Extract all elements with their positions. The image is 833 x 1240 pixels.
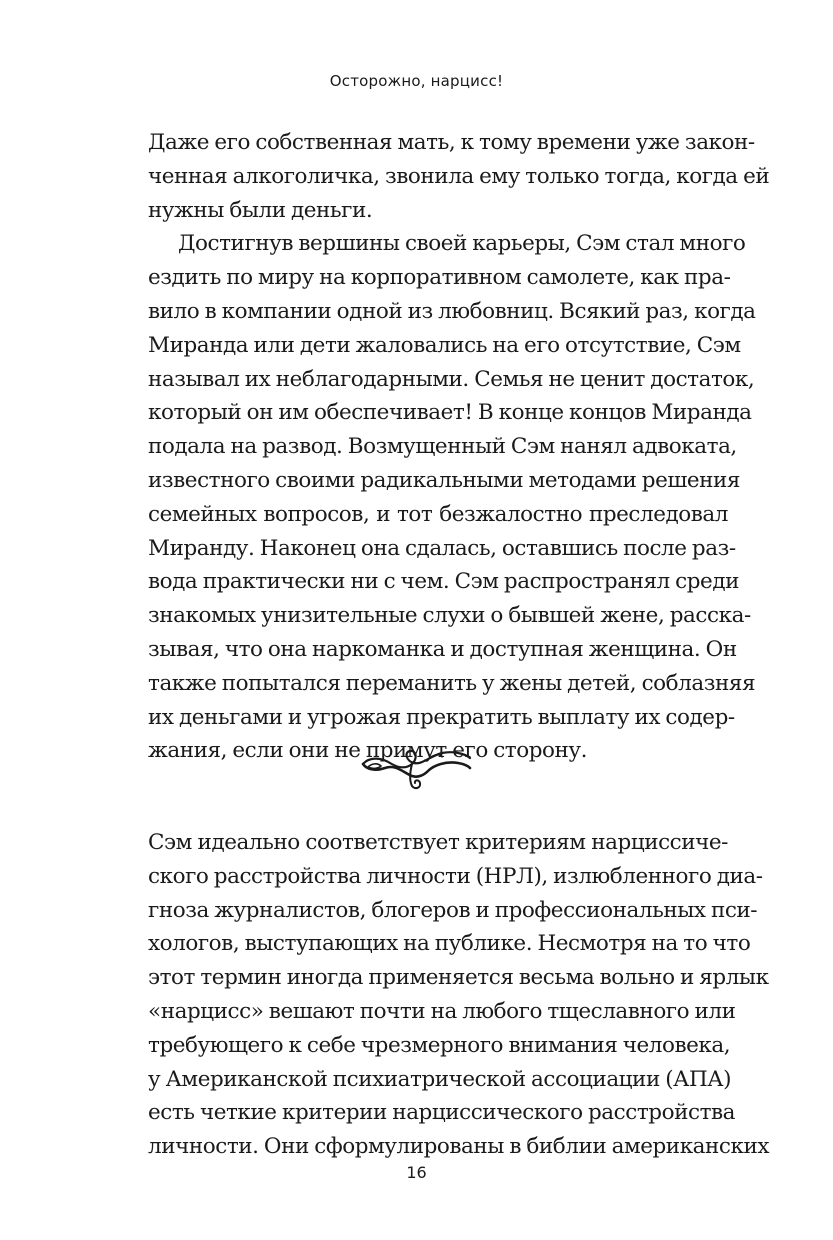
text-line: личности. Они сформулированы в библии американских bbox=[148, 1134, 770, 1160]
text-line: называл их неблагодарными. Семья не ценит достаток, bbox=[148, 366, 755, 392]
text-block-top bbox=[148, 126, 770, 768]
text-line: есть четкие критерии нарциссического расстройства bbox=[148, 1100, 736, 1126]
text-line: вило в компании одной из любовниц. Всякий раз, когда bbox=[148, 298, 756, 324]
text-line: также попытался переманить у жены детей, соблазняя bbox=[148, 670, 756, 696]
text-line: вода практически ни с чем. Сэм распространял среди bbox=[148, 569, 739, 595]
running-head: Осторожно, нарцисс! bbox=[329, 72, 504, 90]
text-line: их деньгами и угрожая прекратить выплату их содер- bbox=[148, 704, 735, 730]
text-line: хологов, выступающих на публике. Несмотря на то что bbox=[148, 931, 751, 957]
text-line: Достигнув вершины своей карьеры, Сэм стал много bbox=[178, 231, 746, 257]
text-line: известного своими радикальными методами решения bbox=[148, 467, 741, 493]
text-line: Сэм идеально соответствует критериям нарциссиче- bbox=[148, 830, 728, 855]
text-line: знакомых унизительные слухи о бывшей жене, расска- bbox=[148, 603, 751, 629]
paragraph bbox=[148, 227, 756, 768]
page-number: 16 bbox=[406, 1163, 427, 1182]
text-line: Миранда или дети жаловались на его отсутствие, Сэм bbox=[148, 332, 741, 358]
text-line: у Американской психиатрической ассоциации (АПА) bbox=[148, 1066, 732, 1092]
text-line: ского расстройства личности (НРЛ), излюбленного диа- bbox=[148, 863, 763, 889]
text-line: требующего к себе чрезмерного внимания человека, bbox=[148, 1032, 731, 1058]
text-line: Миранду. Наконец она сдалась, оставшись после раз- bbox=[148, 535, 736, 561]
text-line: ченная алкоголичка, звонила ему только тогда, когда ей bbox=[148, 163, 770, 189]
text-line: семейных вопросов, и тот безжалостно преследовал bbox=[148, 501, 728, 527]
text-line: Даже его собственная мать, к тому времени уже закон- bbox=[148, 130, 755, 155]
text-line: нужны были деньги. bbox=[148, 197, 373, 223]
text-line: этот термин иногда применяется весьма вольно и ярлык bbox=[148, 965, 769, 991]
text-line: ездить по миру на корпоративном самолете, как пра- bbox=[148, 265, 731, 291]
text-line: гноза журналистов, блогеров и профессиональных пси- bbox=[148, 897, 758, 923]
text-block-bottom bbox=[148, 826, 770, 1164]
paragraph bbox=[148, 826, 770, 1164]
text-line: зывая, что она наркоманка и доступная женщина. Он bbox=[148, 636, 737, 662]
text-line: который он им обеспечивает! В конце концов Миранда bbox=[148, 400, 752, 426]
text-line: подала на развод. Возмущенный Сэм нанял адвоката, bbox=[148, 434, 737, 460]
text-line: «нарцисс» вешают почти на любого тщеславного или bbox=[148, 998, 736, 1024]
paragraph bbox=[148, 126, 770, 227]
text-line: жания, если они не примут его сторону. bbox=[148, 738, 587, 764]
flourish-ornament-icon bbox=[360, 742, 474, 792]
